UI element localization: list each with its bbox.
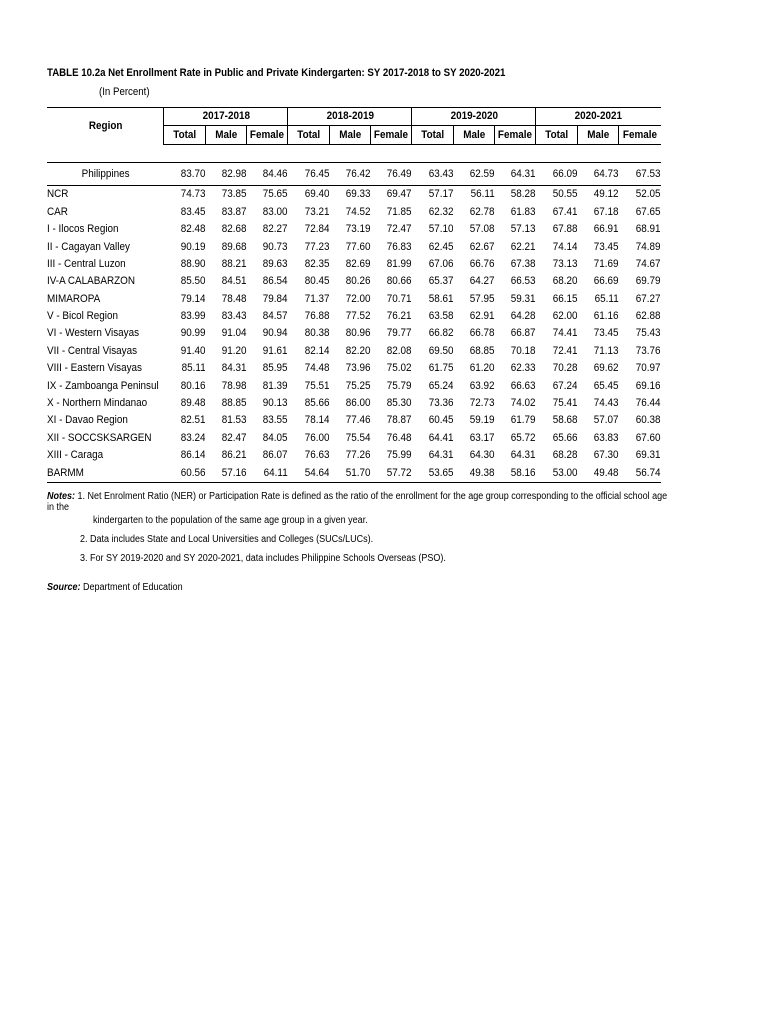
region-name: BARMM [47, 464, 164, 482]
note-2: 2. Data includes State and Local Universities and Colleges (SUCs/LUCs). [80, 533, 374, 545]
total-header: Total [288, 126, 329, 144]
table-cell: 88.85 [221, 397, 247, 410]
table-cell: 81.53 [221, 414, 247, 427]
table-cell: 84.57 [263, 310, 288, 323]
region-name: VIII - Eastern Visayas [47, 362, 143, 375]
table-cell: 58.28 [511, 188, 536, 201]
female-header: Female [371, 126, 412, 144]
table-title: TABLE 10.2a Net Enrollment Rate in Public and Private Kindergarten: SY 2017-2018 to SY 2020-2021 [47, 67, 506, 79]
table-cell: 67.41 [552, 205, 578, 218]
table-cell: 61.75 [428, 362, 454, 375]
table-cell: 83.87 [221, 205, 247, 218]
table-cell: 65.11 [594, 292, 619, 305]
region-name: VII - Central Visayas [47, 344, 138, 357]
region-name: V - Bicol Region [47, 310, 118, 323]
table-cell: 76.88 [304, 310, 330, 323]
region-name: MIMAROPA [47, 292, 101, 305]
table-cell: 83.55 [263, 414, 288, 427]
table-cell: 74.43 [593, 397, 619, 410]
note-1-continuation: kindergarten to the population of the same age group in a given year. [93, 514, 368, 526]
table-cell: 77.46 [345, 414, 371, 427]
table-cell: 64.31 [511, 449, 536, 462]
total-header: Total [536, 126, 577, 144]
table-cell: 74.41 [552, 327, 578, 340]
table-cell: 62.45 [428, 240, 454, 253]
table-cell: 67.06 [428, 257, 454, 270]
table-cell: 57.10 [428, 223, 454, 236]
region-name: I - Ilocos Region [47, 223, 119, 236]
female-header: Female [619, 126, 661, 144]
table-cell: 80.38 [304, 327, 330, 340]
table-cell: 61.20 [469, 362, 495, 375]
table-cell: 73.13 [552, 257, 578, 270]
table-cell: 62.33 [511, 362, 536, 375]
table-cell: 80.66 [387, 275, 412, 288]
table-cell: 82.14 [304, 344, 330, 357]
table-cell: 90.73 [263, 240, 288, 253]
table-cell: 73.21 [304, 205, 330, 218]
female-header: Female [495, 126, 536, 144]
table-cell: 84.51 [221, 275, 247, 288]
table-cell: 70.71 [387, 292, 412, 305]
table-cell: 82.69 [345, 257, 371, 270]
table-cell: 67.53 [619, 163, 661, 186]
table-cell: 70.18 [511, 344, 536, 357]
table-cell: 63.83 [593, 431, 619, 444]
table-cell: 63.58 [428, 310, 454, 323]
table-cell: 91.61 [263, 344, 288, 357]
table-cell: 83.24 [180, 431, 206, 444]
table-cell: 85.11 [181, 362, 206, 375]
table-cell: 79.84 [263, 292, 288, 305]
table-cell: 72.41 [552, 344, 578, 357]
table-row [47, 204, 661, 221]
table-cell: 62.59 [453, 163, 494, 186]
table-cell: 57.72 [371, 464, 412, 482]
table-subtitle: (In Percent) [99, 86, 150, 98]
table-cell: 75.65 [263, 188, 288, 201]
table-cell: 83.43 [221, 310, 247, 323]
year-header-row [47, 108, 661, 126]
table-cell: 89.68 [221, 240, 247, 253]
table-cell: 82.47 [221, 431, 247, 444]
table-cell: 57.17 [428, 188, 454, 201]
table-cell: 64.11 [247, 464, 288, 482]
region-column-header: Region [47, 108, 164, 145]
table-cell: 80.26 [345, 275, 371, 288]
table-cell: 52.05 [636, 188, 661, 201]
table-cell: 90.13 [263, 397, 288, 410]
table-cell: 61.83 [511, 205, 536, 218]
table-cell: 74.52 [345, 205, 371, 218]
table-cell: 75.02 [387, 362, 412, 375]
male-header: Male [205, 126, 246, 144]
table-cell: 78.48 [221, 292, 247, 305]
region-name: X - Northern Mindanao [47, 397, 148, 410]
region-name: XI - Davao Region [47, 414, 128, 427]
table-cell: 64.30 [469, 449, 495, 462]
table-cell: 67.65 [636, 205, 661, 218]
table-cell: 53.00 [536, 464, 577, 482]
table-cell: 82.51 [180, 414, 206, 427]
table-cell: 66.09 [536, 163, 577, 186]
table-cell: 67.18 [593, 205, 619, 218]
table-cell: 81.39 [263, 379, 288, 392]
table-cell: 57.95 [469, 292, 495, 305]
table-row [47, 343, 661, 360]
table-cell: 67.38 [511, 257, 536, 270]
table-cell: 69.31 [636, 449, 661, 462]
table-cell: 76.21 [387, 310, 412, 323]
table-cell: 66.76 [469, 257, 495, 270]
table-cell: 79.77 [387, 327, 412, 340]
table-cell: 77.26 [345, 449, 371, 462]
table-cell: 60.45 [428, 414, 454, 427]
table-cell: 57.08 [469, 223, 495, 236]
table-cell: 82.35 [304, 257, 330, 270]
table-cell: 68.28 [552, 449, 578, 462]
table-cell: 85.50 [180, 275, 206, 288]
table-cell: 90.99 [180, 327, 206, 340]
year-header: 2019-2020 [412, 108, 536, 126]
table-cell: 82.27 [263, 223, 288, 236]
source-line [47, 582, 600, 593]
table-cell: 62.21 [511, 240, 536, 253]
document-sheet [47, 66, 668, 593]
table-cell: 66.91 [593, 223, 619, 236]
table-cell: 72.84 [304, 223, 330, 236]
table-cell: 64.41 [428, 431, 454, 444]
table-cell: 80.96 [345, 327, 371, 340]
table-cell: 82.20 [345, 344, 371, 357]
table-row [47, 464, 661, 482]
table-cell: 72.47 [387, 223, 412, 236]
table-cell: 68.20 [552, 275, 578, 288]
table-cell: 62.91 [469, 310, 495, 323]
total-header: Total [164, 126, 205, 144]
table-cell: 83.45 [180, 205, 206, 218]
table-cell: 66.53 [511, 275, 536, 288]
header-spacer-row [47, 144, 661, 162]
table-cell: 64.31 [428, 449, 454, 462]
table-cell: 67.88 [552, 223, 578, 236]
table-cell: 64.31 [495, 163, 536, 186]
table-cell: 66.69 [593, 275, 619, 288]
table-cell: 57.13 [511, 223, 536, 236]
table-cell: 75.99 [387, 449, 412, 462]
table-row [47, 186, 661, 204]
table-cell: 63.17 [469, 431, 495, 444]
table-cell: 86.00 [345, 397, 371, 410]
table-cell: 76.45 [288, 163, 329, 186]
table-cell: 82.48 [180, 223, 206, 236]
table-cell: 78.98 [221, 379, 247, 392]
table-cell: 56.74 [619, 464, 661, 482]
region-name: IV-A CALABARZON [47, 275, 136, 288]
table-cell: 61.79 [511, 414, 536, 427]
table-cell: 78.87 [387, 414, 412, 427]
region-name: VI - Western Visayas [47, 327, 140, 340]
table-cell: 83.99 [180, 310, 206, 323]
table-row [47, 221, 661, 238]
table-cell: 59.31 [511, 292, 536, 305]
table-row [47, 412, 661, 429]
table-cell: 73.96 [345, 362, 371, 375]
table-cell: 84.05 [263, 431, 288, 444]
table-cell: 85.66 [304, 397, 330, 410]
table-cell: 73.85 [221, 188, 247, 201]
region-name: Philippines [47, 163, 164, 186]
table-cell: 66.63 [511, 379, 536, 392]
table-cell: 84.46 [247, 163, 288, 186]
table-cell: 77.52 [345, 310, 371, 323]
male-header: Male [577, 126, 618, 144]
table-cell: 75.41 [552, 397, 578, 410]
year-header: 2018-2019 [288, 108, 412, 126]
year-header: 2017-2018 [164, 108, 288, 126]
table-cell: 86.07 [263, 449, 288, 462]
table-cell: 70.28 [552, 362, 578, 375]
table-cell: 69.33 [345, 188, 371, 201]
table-cell: 64.73 [577, 163, 618, 186]
table-cell: 76.48 [387, 431, 412, 444]
table-cell: 78.14 [304, 414, 330, 427]
region-name: IX - Zamboanga Peninsul [47, 379, 159, 392]
table-cell: 66.82 [428, 327, 454, 340]
table-cell: 76.00 [304, 431, 330, 444]
table-cell: 62.78 [469, 205, 495, 218]
table-cell: 66.15 [552, 292, 578, 305]
table-cell: 89.63 [263, 257, 288, 270]
table-cell: 64.27 [469, 275, 495, 288]
table-cell: 81.99 [387, 257, 412, 270]
table-cell: 79.14 [180, 292, 206, 305]
table-cell: 69.50 [428, 344, 454, 357]
table-cell: 69.62 [593, 362, 619, 375]
table-cell: 67.30 [593, 449, 619, 462]
table-cell: 91.40 [180, 344, 206, 357]
note-1 [47, 491, 668, 513]
table-cell: 82.98 [205, 163, 246, 186]
notes-section [47, 491, 667, 564]
table-cell: 89.48 [180, 397, 206, 410]
table-cell: 76.63 [304, 449, 330, 462]
table-cell: 66.87 [511, 327, 536, 340]
table-cell: 61.16 [593, 310, 619, 323]
table-cell: 90.19 [180, 240, 206, 253]
table-cell: 63.43 [412, 163, 453, 186]
table-cell: 73.36 [428, 397, 454, 410]
national-row [47, 163, 661, 186]
table-cell: 49.48 [577, 464, 618, 482]
table-cell: 75.25 [345, 379, 371, 392]
table-row [47, 291, 661, 308]
table-row [47, 447, 661, 464]
total-header: Total [412, 126, 453, 144]
region-name: NCR [47, 188, 69, 201]
table-cell: 75.79 [387, 379, 412, 392]
region-name: XII - SOCCSKSARGEN [47, 431, 152, 444]
table-cell: 75.51 [304, 379, 330, 392]
table-row [47, 256, 661, 273]
table-cell: 56.11 [470, 188, 495, 201]
table-cell: 51.70 [329, 464, 370, 482]
table-row [47, 430, 661, 447]
table-cell: 67.24 [552, 379, 578, 392]
note-1-text: 1. Net Enrolment Ratio (NER) or Participation Rate is defined as the ratio of the enrollment for the age group corresponding to the official school age in the [47, 490, 668, 513]
table-cell: 91.04 [221, 327, 247, 340]
table-cell: 86.14 [180, 449, 206, 462]
table-cell: 58.68 [552, 414, 578, 427]
table-cell: 53.65 [412, 464, 453, 482]
table-cell: 88.90 [180, 257, 206, 270]
table-cell: 57.07 [593, 414, 619, 427]
table-cell: 72.73 [469, 397, 495, 410]
table-cell: 83.00 [263, 205, 288, 218]
table-cell: 67.60 [636, 431, 661, 444]
table-cell: 76.42 [329, 163, 370, 186]
enrollment-table [47, 107, 661, 483]
table-cell: 82.08 [387, 344, 412, 357]
table-cell: 80.45 [304, 275, 330, 288]
table-cell: 90.94 [263, 327, 288, 340]
table-cell: 91.20 [221, 344, 247, 357]
table-cell: 65.24 [428, 379, 454, 392]
table-cell: 63.92 [469, 379, 495, 392]
table-cell: 73.76 [636, 344, 661, 357]
table-cell: 69.47 [387, 188, 412, 201]
table-cell: 74.89 [636, 240, 661, 253]
male-header: Male [329, 126, 370, 144]
table-row [47, 377, 661, 394]
table-cell: 70.97 [636, 362, 661, 375]
region-name: CAR [47, 205, 68, 218]
table-cell: 82.68 [221, 223, 247, 236]
table-cell: 65.66 [552, 431, 578, 444]
table-cell: 75.54 [345, 431, 371, 444]
table-cell: 85.30 [387, 397, 412, 410]
table-row [47, 308, 661, 325]
table-cell: 69.16 [636, 379, 661, 392]
table-cell: 60.56 [164, 464, 205, 482]
table-cell: 71.13 [593, 344, 619, 357]
table-row [47, 238, 661, 255]
table-row [47, 360, 661, 377]
table-cell: 60.38 [636, 414, 661, 427]
table-cell: 76.44 [636, 397, 661, 410]
table-cell: 72.00 [345, 292, 371, 305]
table-cell: 50.55 [552, 188, 578, 201]
note-3: 3. For SY 2019-2020 and SY 2020-2021, data includes Philippine Schools Overseas (PSO). [80, 552, 446, 564]
table-cell: 80.16 [180, 379, 206, 392]
source-text: Department of Education [83, 581, 183, 593]
region-name: III - Central Luzon [47, 257, 126, 270]
table-cell: 71.69 [593, 257, 619, 270]
table-cell: 57.16 [205, 464, 246, 482]
table-cell: 65.37 [428, 275, 454, 288]
table-cell: 59.19 [469, 414, 495, 427]
table-cell: 69.40 [304, 188, 330, 201]
table-cell: 58.61 [428, 292, 454, 305]
table-cell: 68.85 [469, 344, 495, 357]
region-name: II - Cagayan Valley [47, 240, 130, 253]
table-row [47, 273, 661, 290]
table-row [47, 325, 661, 342]
table-cell: 65.72 [511, 431, 536, 444]
table-cell: 88.21 [221, 257, 247, 270]
notes-label: Notes: [47, 490, 76, 502]
table-cell: 66.78 [469, 327, 495, 340]
table-cell: 62.67 [469, 240, 495, 253]
table-cell: 62.00 [552, 310, 578, 323]
table-cell: 54.64 [288, 464, 329, 482]
table-cell: 86.54 [263, 275, 288, 288]
table-cell: 71.85 [387, 205, 412, 218]
year-header: 2020-2021 [536, 108, 661, 126]
source-label: Source: [47, 581, 81, 593]
table-cell: 68.91 [636, 223, 661, 236]
table-cell: 58.16 [495, 464, 536, 482]
table-cell: 83.70 [164, 163, 205, 186]
table-cell: 64.28 [511, 310, 536, 323]
table-cell: 84.31 [221, 362, 247, 375]
table-cell: 73.45 [593, 240, 619, 253]
table-cell: 62.88 [636, 310, 661, 323]
region-name: XIII - Caraga [47, 449, 104, 462]
table-cell: 85.95 [263, 362, 288, 375]
table-cell: 74.14 [552, 240, 578, 253]
table-cell: 76.49 [371, 163, 412, 186]
table-cell: 71.37 [304, 292, 330, 305]
table-row [47, 395, 661, 412]
table-cell: 73.19 [345, 223, 371, 236]
table-cell: 65.45 [593, 379, 619, 392]
table-cell: 75.43 [636, 327, 661, 340]
table-cell: 62.32 [428, 205, 454, 218]
table-cell: 77.23 [304, 240, 330, 253]
table-cell: 73.45 [593, 327, 619, 340]
male-header: Male [453, 126, 494, 144]
table-cell: 74.48 [304, 362, 330, 375]
table-cell: 74.67 [636, 257, 661, 270]
table-cell: 74.73 [180, 188, 206, 201]
table-cell: 49.38 [453, 464, 494, 482]
table-cell: 86.21 [221, 449, 247, 462]
table-cell: 67.27 [636, 292, 661, 305]
table-cell: 77.60 [345, 240, 371, 253]
table-cell: 69.79 [636, 275, 661, 288]
female-header: Female [247, 126, 288, 144]
table-cell: 74.02 [511, 397, 536, 410]
table-cell: 76.83 [387, 240, 412, 253]
table-cell: 49.12 [593, 188, 619, 201]
